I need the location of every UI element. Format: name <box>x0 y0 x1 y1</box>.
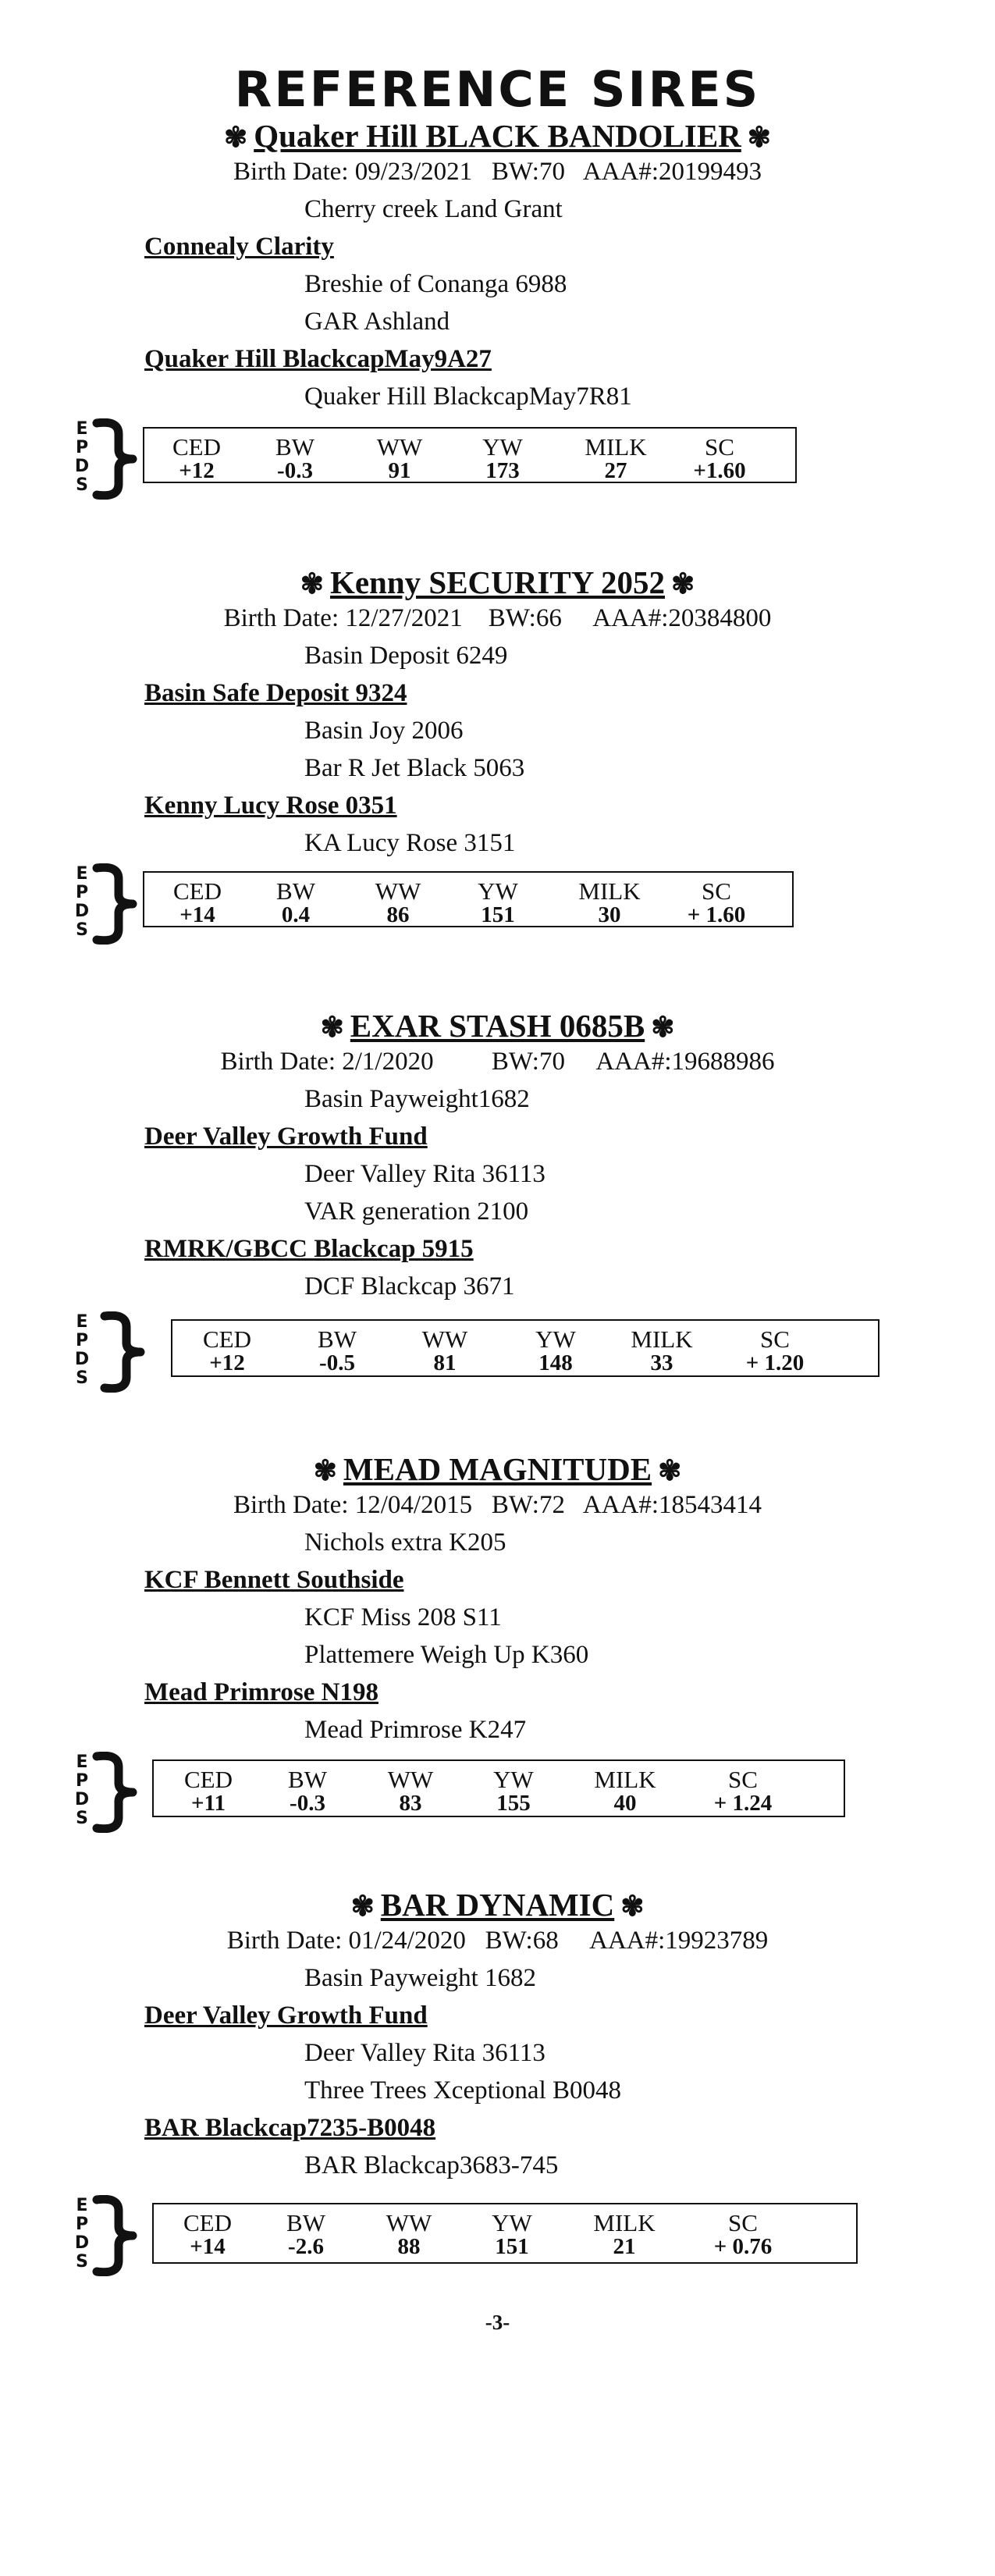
epd-header-yw: YW <box>535 1325 576 1353</box>
pedigree-sire-sire: Nichols extra K205 <box>304 1528 506 1557</box>
epd-header-ww: WW <box>386 2209 432 2236</box>
pedigree-sire: KCF Bennett Southside <box>144 1566 404 1594</box>
epds-label: E P D S <box>74 864 90 940</box>
pedigree-dam-dam: KA Lucy Rose 3151 <box>304 829 516 857</box>
birth-info: Birth Date: 01/24/2020 BW:68 AAA#:19923789 <box>226 1927 769 1955</box>
epd-table <box>171 1319 880 1377</box>
epd-header-bw: BW <box>286 2209 325 2236</box>
epd-header-sc: SC <box>760 1325 790 1353</box>
pedigree-dam: Kenny Lucy Rose 0351 <box>144 792 397 820</box>
epd-header-bw: BW <box>288 1766 327 1793</box>
epd-value-ced: +14 <box>179 902 215 927</box>
epd-value-ced: +12 <box>179 458 215 483</box>
epd-value-milk: 30 <box>598 902 621 927</box>
epd-header-bw: BW <box>318 1325 357 1353</box>
birth-info: Birth Date: 12/27/2021 BW:66 AAA#:20384800 <box>223 604 772 632</box>
pedigree-sire-dam: Breshie of Conanga 6988 <box>304 270 567 298</box>
epd-header-ced: CED <box>172 433 221 461</box>
epd-value-yw: 155 <box>496 1791 531 1816</box>
pedigree-dam: BAR Blackcap7235-B0048 <box>144 2114 436 2142</box>
pedigree-dam: Quaker Hill BlackcapMay9A27 <box>144 345 492 373</box>
epd-header-milk: MILK <box>594 1766 656 1793</box>
sire-name-text: MEAD MAGNITUDE <box>343 1451 652 1487</box>
epd-header-milk: MILK <box>578 877 641 905</box>
epd-header-yw: YW <box>493 1766 534 1793</box>
birth-info: Birth Date: 12/04/2015 BW:72 AAA#:18543414 <box>233 1491 762 1519</box>
fan-ornament-icon: ✾ <box>658 1455 682 1486</box>
epd-header-ced: CED <box>173 877 222 905</box>
epd-value-sc: +1.60 <box>693 458 746 483</box>
sire-name <box>0 1010 995 1042</box>
epd-header-ced: CED <box>183 2209 232 2236</box>
epd-value-ww: 88 <box>397 2234 421 2259</box>
sire-name <box>0 1889 995 1921</box>
epd-value-bw: -0.3 <box>277 458 313 483</box>
pedigree-sire-sire: Basin Payweight 1682 <box>304 1964 536 1992</box>
pedigree-dam-sire: GAR Ashland <box>304 308 450 336</box>
pedigree-dam-sire: Bar R Jet Black 5063 <box>304 754 525 782</box>
epd-table <box>152 2203 858 2264</box>
epd-header-milk: MILK <box>593 2209 656 2236</box>
fan-ornament-icon: ✾ <box>350 1891 375 1922</box>
epd-header-ced: CED <box>184 1766 233 1793</box>
pedigree-dam-dam: Quaker Hill BlackcapMay7R81 <box>304 382 632 411</box>
sire-name-text: BAR DYNAMIC <box>380 1887 615 1923</box>
epd-header-yw: YW <box>492 2209 532 2236</box>
epd-value-sc: + 1.60 <box>687 902 746 927</box>
epd-header-yw: YW <box>478 877 518 905</box>
pedigree-sire-dam: KCF Miss 208 S11 <box>304 1603 502 1631</box>
epds-label: E P D S <box>74 2196 90 2272</box>
epd-value-ced: +12 <box>209 1350 245 1375</box>
epd-value-yw: 151 <box>495 2234 529 2259</box>
epd-value-bw: -0.3 <box>290 1791 325 1816</box>
brace-icon <box>92 863 139 945</box>
epd-header-bw: BW <box>275 433 314 461</box>
fan-ornament-icon: ✾ <box>651 1012 675 1043</box>
epd-value-yw: 151 <box>481 902 515 927</box>
pedigree-sire-sire: Cherry creek Land Grant <box>304 195 563 223</box>
fan-ornament-icon: ✾ <box>747 122 771 153</box>
brace-icon <box>92 1752 139 1833</box>
epd-value-bw: -2.6 <box>288 2234 324 2259</box>
epd-table <box>143 427 797 483</box>
epd-header-bw: BW <box>276 877 315 905</box>
epd-value-sc: + 1.20 <box>745 1350 805 1375</box>
pedigree-sire-dam: Deer Valley Rita 36113 <box>304 1160 545 1188</box>
pedigree-sire-sire: Basin Deposit 6249 <box>304 642 508 670</box>
sire-name <box>0 564 995 600</box>
pedigree-dam: RMRK/GBCC Blackcap 5915 <box>144 1235 474 1263</box>
pedigree-dam-dam: BAR Blackcap3683-745 <box>304 2151 559 2179</box>
epd-value-bw: 0.4 <box>281 902 311 927</box>
pedigree-sire-dam: Deer Valley Rita 36113 <box>304 2039 545 2067</box>
epd-value-ww: 91 <box>388 458 411 483</box>
epd-value-ww: 83 <box>399 1791 422 1816</box>
pedigree-dam-dam: Mead Primrose K247 <box>304 1716 527 1744</box>
fan-ornament-icon: ✾ <box>320 1012 344 1043</box>
epd-value-ced: +11 <box>191 1791 226 1816</box>
pedigree-dam-sire: VAR generation 2100 <box>304 1197 529 1226</box>
epd-header-sc: SC <box>728 2209 758 2236</box>
fan-ornament-icon: ✾ <box>300 568 324 600</box>
pedigree-sire: Deer Valley Growth Fund <box>144 1123 428 1151</box>
epd-value-ww: 86 <box>386 902 410 927</box>
epd-header-sc: SC <box>702 877 731 905</box>
epd-value-milk: 40 <box>613 1791 637 1816</box>
pedigree-sire-sire: Basin Payweight1682 <box>304 1085 530 1113</box>
pedigree-dam: Mead Primrose N198 <box>144 1678 378 1706</box>
page-title: REFERENCE SIRES <box>234 61 761 118</box>
brace-icon <box>92 2195 139 2276</box>
sire-name <box>0 1453 995 1485</box>
pedigree-dam-sire: Plattemere Weigh Up K360 <box>304 1641 589 1669</box>
sire-name <box>0 120 995 152</box>
epd-header-ww: WW <box>376 433 423 461</box>
pedigree-sire: Basin Safe Deposit 9324 <box>144 679 407 707</box>
brace-icon <box>100 1311 147 1393</box>
epd-header-ced: CED <box>203 1325 251 1353</box>
epd-table <box>143 871 794 927</box>
epd-header-ww: WW <box>421 1325 468 1353</box>
pedigree-sire-dam: Basin Joy 2006 <box>304 717 464 745</box>
epd-value-milk: 21 <box>613 2234 636 2259</box>
fan-ornament-icon: ✾ <box>313 1455 337 1486</box>
pedigree-sire: Deer Valley Growth Fund <box>144 2001 428 2030</box>
epd-value-yw: 148 <box>538 1350 573 1375</box>
epds-label: E P D S <box>74 1312 90 1388</box>
pedigree-dam-dam: DCF Blackcap 3671 <box>304 1272 515 1300</box>
epd-header-sc: SC <box>728 1766 758 1793</box>
epd-value-sc: + 0.76 <box>713 2234 773 2259</box>
epd-header-ww: WW <box>387 1766 434 1793</box>
brace-icon <box>92 418 139 500</box>
epd-value-ced: +14 <box>190 2234 226 2259</box>
fan-ornament-icon: ✾ <box>224 122 248 153</box>
fan-ornament-icon: ✾ <box>671 568 695 600</box>
epd-value-sc: + 1.24 <box>713 1791 773 1816</box>
epd-header-ww: WW <box>375 877 421 905</box>
epd-header-yw: YW <box>482 433 523 461</box>
pedigree-dam-sire: Three Trees Xceptional B0048 <box>304 2076 622 2105</box>
birth-info: Birth Date: 2/1/2020 BW:70 AAA#:19688986 <box>220 1048 775 1076</box>
epds-label: E P D S <box>74 419 90 495</box>
epd-value-yw: 173 <box>485 458 520 483</box>
sire-name-text: EXAR STASH 0685B <box>350 1008 645 1044</box>
page-number: -3- <box>485 2311 510 2334</box>
sire-name-text: Kenny SECURITY 2052 <box>329 564 666 600</box>
epd-value-milk: 27 <box>604 458 627 483</box>
pedigree-sire: Connealy Clarity <box>144 233 334 261</box>
epd-header-milk: MILK <box>631 1325 693 1353</box>
epd-value-milk: 33 <box>650 1350 673 1375</box>
epd-table <box>152 1759 845 1817</box>
epd-value-bw: -0.5 <box>319 1350 355 1375</box>
sire-name-text: Quaker Hill BLACK BANDOLIER <box>254 118 741 154</box>
epd-header-sc: SC <box>705 433 734 461</box>
epd-header-milk: MILK <box>585 433 647 461</box>
birth-info: Birth Date: 09/23/2021 BW:70 AAA#:20199493 <box>233 158 762 186</box>
fan-ornament-icon: ✾ <box>620 1891 645 1922</box>
epds-label: E P D S <box>74 1752 90 1828</box>
epd-value-ww: 81 <box>433 1350 457 1375</box>
